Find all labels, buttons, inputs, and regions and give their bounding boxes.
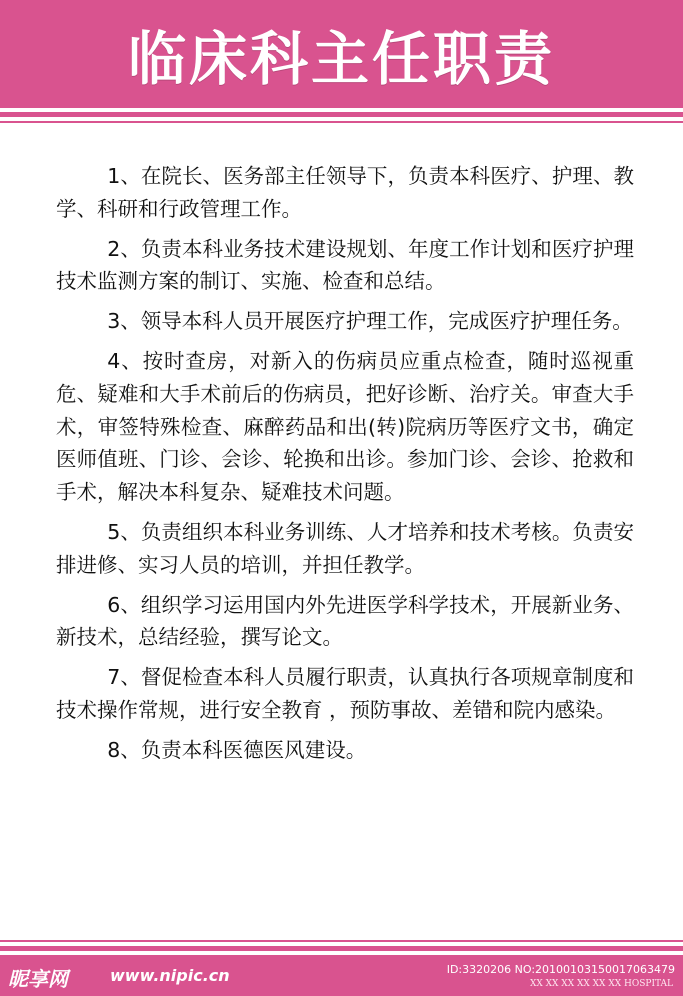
watermark-brand: 昵享网 (8, 967, 68, 991)
duty-item: 6、组织学习运用国内外先进医学科学技术，开展新业务、新技术，总结经验，撰写论文。 (56, 592, 634, 650)
duties-list (56, 160, 634, 774)
duty-item: 5、负责组织本科业务训练、人才培养和技术考核。负责安排进修、实习人员的培训，并担任教学。 (56, 519, 634, 577)
page-title: 临床科主任职责 (127, 25, 555, 93)
duty-item: 1、在院长、医务部主任领导下，负责本科医疗、护理、教学、科研和行政管理工作。 (56, 164, 634, 221)
hospital-label: XX XX XX XX XX XX HOSPITAL (529, 979, 673, 989)
duty-item: 7、督促检查本科人员履行职责，认真执行各项规章制度和技术操作常规，进行安全教育 ，预防事故、差错和院内感染。 (56, 665, 634, 722)
footer-bar (0, 955, 683, 996)
footer-divider-thin (0, 940, 683, 942)
header-divider-thin (0, 121, 683, 123)
footer-divider (0, 946, 683, 951)
header-banner (0, 0, 683, 108)
duty-item: 4、按时查房，对新入的伤病员应重点检查，随时巡视重危、疑难和大手术前后的伤病员，把好诊断、治疗关。审查大手术，审签特殊检查、麻醉药品和出(转)院病历等医疗文书，确定医师值班、门诊、会诊、轮换和出诊。参加门诊、会诊、抢救和手术，解决本科复杂、疑难技术问题。 (56, 348, 634, 505)
watermark-site: www.nipic.cn (110, 966, 230, 985)
header-divider (0, 112, 683, 117)
duty-item: 3、领导本科人员开展医疗护理工作，完成医疗护理任务。 (107, 309, 633, 334)
duty-item: 8、负责本科医德医风建设。 (107, 737, 367, 762)
watermark-id: ID:3320206 NO:20100103150017063479 (446, 963, 675, 976)
duty-item: 2、负责本科业务技术建设规划、年度工作计划和医疗护理技术监测方案的制订、实施、检查和总结。 (56, 236, 634, 294)
